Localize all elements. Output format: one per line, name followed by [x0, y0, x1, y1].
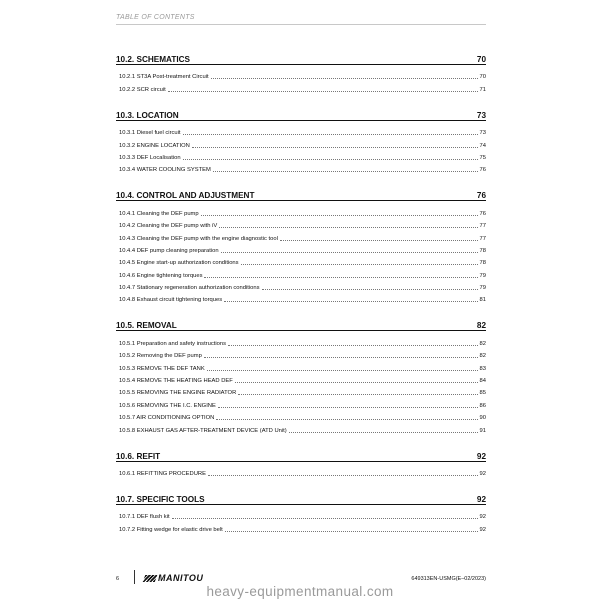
- toc-entry[interactable]: [116, 204, 486, 216]
- leader-dots: [172, 518, 478, 519]
- toc-entry[interactable]: [116, 384, 486, 396]
- section-page: 70: [476, 55, 486, 64]
- leader-dots: [192, 147, 478, 148]
- entry-title: 10.4.7 Stationary regeneration authorization conditions: [119, 285, 260, 292]
- entry-page: 77: [479, 235, 486, 242]
- section-title: 10.6. REFIT: [116, 451, 161, 461]
- leader-dots: [241, 264, 478, 265]
- entry-page: 79: [479, 272, 486, 279]
- leader-dots: [221, 252, 478, 253]
- entry-page: 75: [479, 154, 486, 161]
- entry-title: 10.4.1 Cleaning the DEF pump: [119, 210, 199, 217]
- toc-section-heading[interactable]: [116, 490, 486, 505]
- entry-title: 10.5.3 REMOVE THE DEF TANK: [119, 365, 205, 372]
- entry-title: 10.5.1 Preparation and safety instructions: [119, 340, 226, 347]
- toc-entry[interactable]: [116, 242, 486, 254]
- entry-page: 76: [479, 167, 486, 174]
- leader-dots: [213, 171, 478, 172]
- entry-title: 10.5.5 REMOVING THE ENGINE RADIATOR: [119, 390, 237, 397]
- leader-dots: [201, 215, 478, 216]
- leader-dots: [208, 475, 478, 476]
- entry-title: 10.4.2 Cleaning the DEF pump with iV: [119, 223, 218, 230]
- toc-section: [116, 186, 486, 303]
- toc-entry[interactable]: [116, 279, 486, 291]
- entry-page: 73: [479, 130, 486, 137]
- entry-page: 92: [479, 526, 486, 533]
- leader-dots: [204, 357, 478, 358]
- entry-title: 10.5.4 REMOVE THE HEATING HEAD DEF: [119, 378, 233, 385]
- entry-page: 78: [479, 260, 486, 267]
- toc-entry[interactable]: [116, 520, 486, 532]
- toc-entry[interactable]: [116, 465, 486, 477]
- section-title: 10.5. REMOVAL: [116, 321, 177, 331]
- leader-dots: [219, 227, 477, 228]
- leader-dots: [183, 134, 478, 135]
- entry-page: 82: [479, 353, 486, 360]
- entry-page: 84: [479, 378, 486, 385]
- entry-page: 76: [479, 210, 486, 217]
- section-page: 92: [476, 494, 486, 504]
- entry-title: 10.5.8 EXHAUST GAS AFTER-TREATMENT DEVICE (ATD Unit): [119, 427, 287, 434]
- leader-dots: [228, 345, 478, 346]
- toc-section-heading[interactable]: [116, 106, 486, 121]
- footer-divider: [134, 570, 135, 584]
- toc-entry[interactable]: [116, 161, 486, 173]
- entry-page: 79: [479, 285, 486, 292]
- leader-dots: [238, 394, 477, 395]
- toc-entry[interactable]: [116, 409, 486, 421]
- toc-entry[interactable]: [116, 229, 486, 241]
- entry-title: 10.5.7 AIR CONDITIONING OPTION: [119, 415, 215, 422]
- section-page: 73: [476, 110, 486, 120]
- entry-title: 10.4.5 Engine start-up authorization conditions: [119, 260, 239, 267]
- leader-dots: [225, 531, 478, 532]
- entry-page: 78: [479, 247, 486, 254]
- entry-title: 10.5.6 REMOVING THE I.C. ENGINE: [119, 402, 216, 409]
- entry-title: 10.2.1 ST3A Post-treatment Circuit: [119, 74, 209, 81]
- toc-section: [116, 106, 486, 174]
- toc-entry[interactable]: [116, 396, 486, 408]
- entry-title: 10.6.1 REFITTING PROCEDURE: [119, 470, 206, 477]
- section-title: 10.3. LOCATION: [116, 110, 179, 120]
- leader-dots: [204, 277, 477, 278]
- entry-page: 77: [479, 223, 486, 230]
- entry-title: 10.4.4 DEF pump cleaning preparation: [119, 247, 219, 254]
- toc-section: [116, 50, 486, 93]
- toc-section-heading[interactable]: [116, 186, 486, 201]
- leader-dots: [168, 91, 478, 92]
- entry-page: 85: [479, 390, 486, 397]
- leader-dots: [235, 382, 478, 383]
- entry-page: 70: [479, 74, 486, 81]
- toc-entry[interactable]: [116, 421, 486, 433]
- entry-page: 91: [479, 427, 486, 434]
- toc-entry[interactable]: [116, 124, 486, 136]
- entry-title: 10.3.4 WATER COOLING SYSTEM: [119, 167, 211, 174]
- toc-entry[interactable]: [116, 359, 486, 371]
- table-of-contents: [116, 50, 486, 533]
- entry-title: 10.4.6 Engine tightening torques: [119, 272, 203, 279]
- leader-dots: [218, 407, 478, 408]
- toc-section: [116, 447, 486, 477]
- watermark-text: heavy-equipmentmanual.com: [206, 584, 394, 599]
- toc-section-heading[interactable]: [116, 316, 486, 331]
- entry-title: 10.7.1 DEF flush kit: [119, 514, 170, 521]
- toc-entry[interactable]: [116, 508, 486, 520]
- brand-logo: [144, 573, 203, 583]
- toc-entry[interactable]: [116, 254, 486, 266]
- toc-entry[interactable]: [116, 68, 486, 80]
- toc-entry[interactable]: [116, 334, 486, 346]
- entry-page: 92: [479, 514, 486, 521]
- section-title: 10.2. SCHEMATICS: [116, 55, 191, 64]
- entry-title: 10.3.3 DEF Localisation: [119, 154, 181, 161]
- section-page: 76: [476, 191, 486, 201]
- section-page: 92: [476, 451, 486, 461]
- toc-section-heading[interactable]: [116, 50, 486, 65]
- page-header: TABLE OF CONTENTS: [116, 14, 486, 25]
- leader-dots: [289, 432, 478, 433]
- entry-page: 92: [479, 470, 486, 477]
- entry-page: 81: [479, 297, 486, 304]
- toc-section: [116, 316, 486, 433]
- entry-title: 10.4.3 Cleaning the DEF pump with the engine diagnostic tool: [119, 235, 278, 242]
- leader-dots: [216, 419, 477, 420]
- entry-page: 83: [479, 365, 486, 372]
- toc-entry[interactable]: [116, 266, 486, 278]
- leader-dots: [224, 301, 477, 302]
- section-page: 82: [476, 321, 486, 331]
- toc-entry[interactable]: [116, 136, 486, 148]
- entry-title: 10.7.2 Fitting wedge for elastic drive belt: [119, 526, 223, 533]
- entry-page: 86: [479, 402, 486, 409]
- leader-dots: [207, 370, 478, 371]
- footer-page-number: 6: [116, 576, 120, 582]
- entry-title: 10.3.2 ENGINE LOCATION: [119, 142, 190, 149]
- entry-page: 90: [479, 415, 486, 422]
- entry-title: 10.3.1 Diesel fuel circuit: [119, 130, 181, 137]
- section-title: 10.4. CONTROL AND ADJUSTMENT: [116, 191, 255, 201]
- toc-section-heading[interactable]: [116, 447, 486, 462]
- entry-title: 10.4.8 Exhaust circuit tightening torques: [119, 297, 223, 304]
- entry-page: 82: [479, 340, 486, 347]
- brand-name: MANITOU: [158, 573, 204, 583]
- leader-dots: [211, 78, 478, 79]
- entry-page: 74: [479, 142, 486, 149]
- toc-entry[interactable]: [116, 149, 486, 161]
- entry-page: 71: [479, 86, 486, 93]
- toc-entry[interactable]: [116, 347, 486, 359]
- toc-section: [116, 490, 486, 533]
- toc-entry[interactable]: [116, 291, 486, 303]
- manitou-logo-icon: [143, 575, 158, 582]
- leader-dots: [280, 240, 478, 241]
- leader-dots: [183, 159, 478, 160]
- section-title: 10.7. SPECIFIC TOOLS: [116, 494, 205, 504]
- entry-title: 10.5.2 Removing the DEF pump: [119, 353, 202, 360]
- footer-doc-reference: 649313EN-USMG(E–02/2023): [411, 576, 486, 582]
- entry-title: 10.2.2 SCR circuit: [119, 86, 166, 93]
- toc-entry[interactable]: [116, 80, 486, 92]
- toc-entry[interactable]: [116, 372, 486, 384]
- leader-dots: [262, 289, 478, 290]
- toc-entry[interactable]: [116, 217, 486, 229]
